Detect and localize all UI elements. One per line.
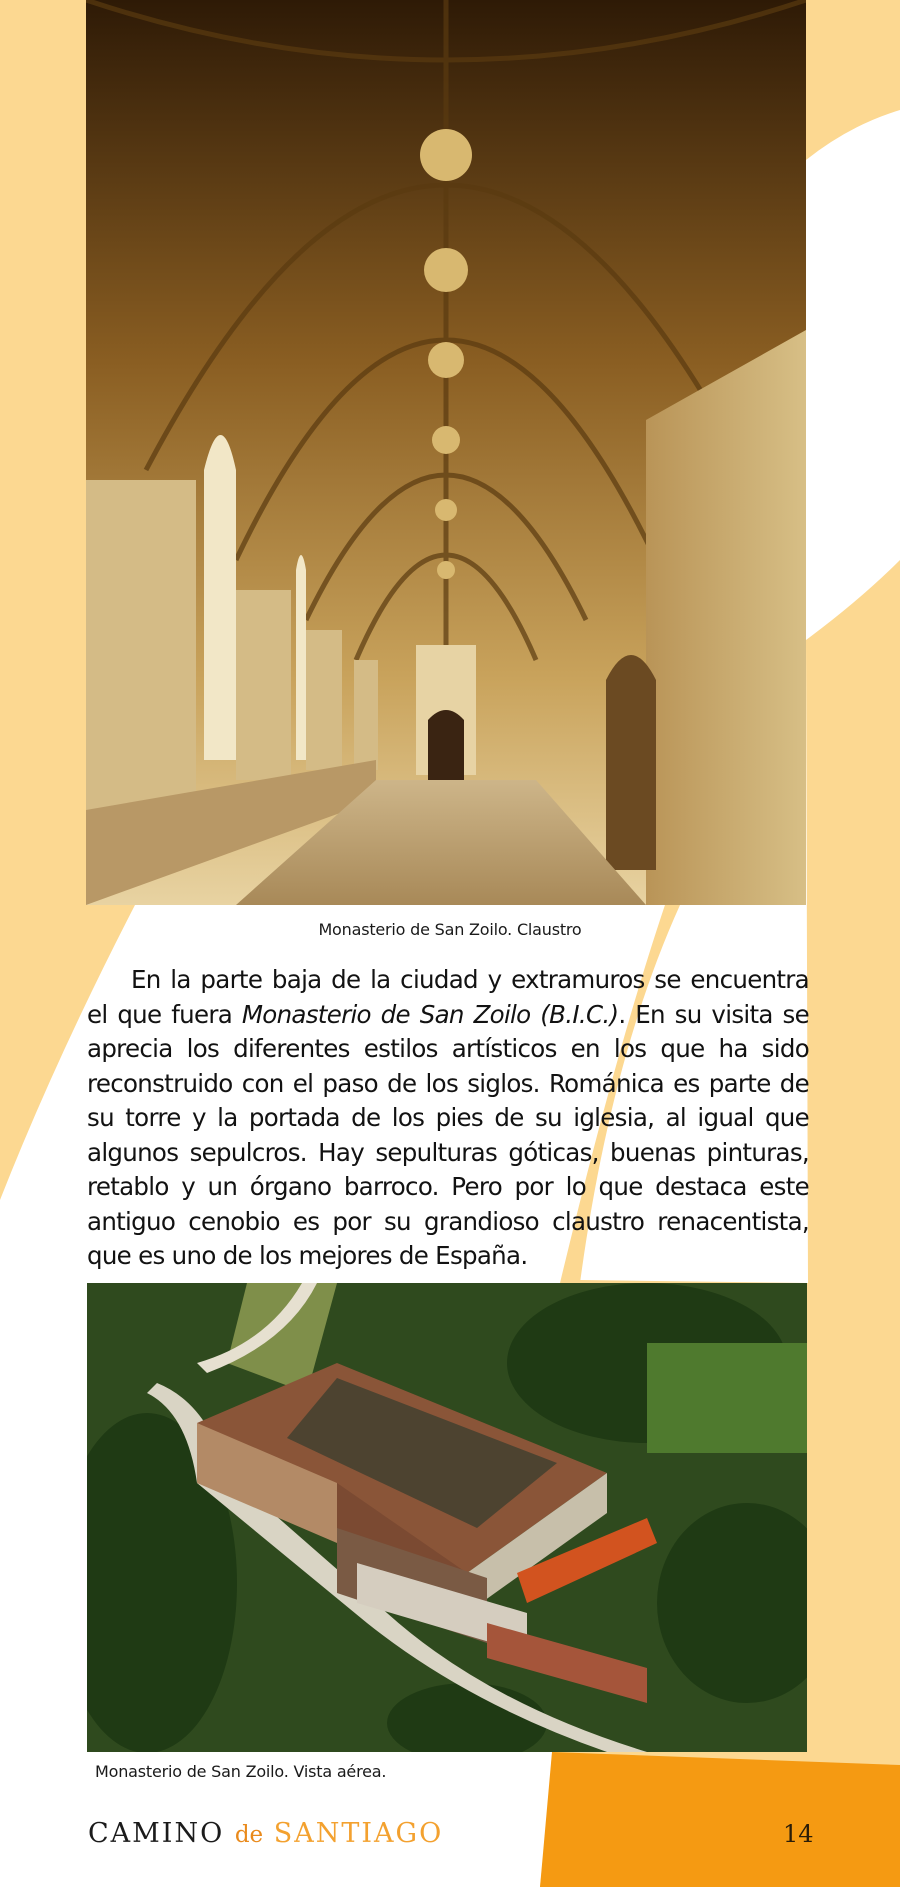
aerial-caption: Monasterio de San Zoilo. Vista aérea. — [95, 1762, 387, 1781]
body-rest: . En su visita se aprecia los diferentes estilos artísticos en los que ha sido reconstruido con el paso de los siglos. Románica es parte de su torre y la portada de los pies de su iglesia, al igual que algunos sepulcros. Hay sepulturas góticas, buenas pinturas, retablo y un órgano barroco. Pero por lo que destaca este antiguo cenobio es por su grandioso claustro renacentista, que es uno de los mejores de España. — [87, 999, 809, 1270]
cloister-photo — [86, 0, 806, 905]
brand-de: de — [234, 1822, 264, 1848]
brand-santiago: SANTIAGO — [263, 1818, 444, 1849]
brand-camino: CAMINO — [88, 1818, 235, 1849]
body-paragraph — [87, 963, 809, 1274]
page-number: 14 — [783, 1820, 814, 1848]
camino-de-santiago-brand — [88, 1818, 443, 1849]
body-intro: En la parte baja de la ciudad y extramuros se encuentra el que fuera — [87, 965, 809, 1029]
monastery-name: Monasterio de San Zoilo (B.I.C.) — [241, 999, 619, 1029]
orange-corner — [540, 1752, 900, 1887]
aerial-photo — [87, 1283, 807, 1752]
cloister-caption: Monasterio de San Zoilo. Claustro — [318, 920, 582, 939]
